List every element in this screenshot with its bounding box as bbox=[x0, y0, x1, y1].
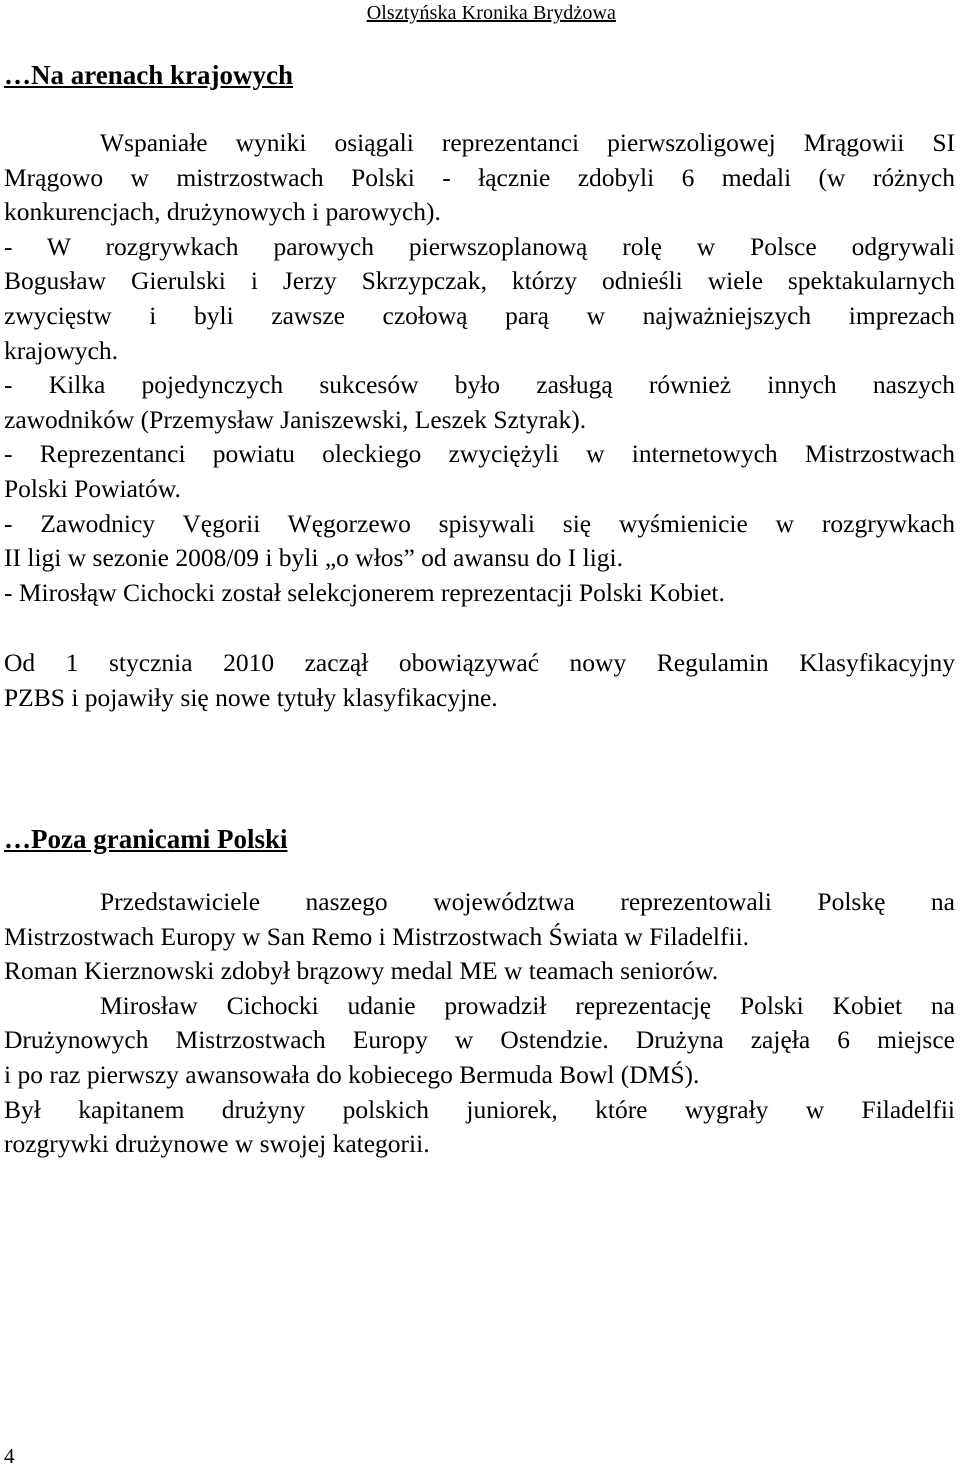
section-abroad-body bbox=[4, 885, 955, 1162]
paragraph-line: Wspaniałe wyniki osiągali reprezentanci pierwszoligowej Mrągowii SI bbox=[100, 128, 955, 157]
paragraph-line: Polski Powiatów. bbox=[4, 473, 181, 503]
paragraph-line: Mrągowo w mistrzostwach Polski - łącznie zdobyli 6 medali (w różnych bbox=[4, 162, 955, 192]
paragraph-line: - Mirosłąw Cichocki został selekcjonerem reprezentacji Polski Kobiet. bbox=[4, 577, 725, 607]
paragraph-line: - W rozgrywkach parowych pierwszoplanową rolę w Polsce odgrywali bbox=[4, 231, 955, 261]
paragraph-line: Bogusław Gierulski i Jerzy Skrzypczak, którzy odnieśli wiele spektakularnych bbox=[4, 266, 955, 296]
section-domestic-body bbox=[4, 126, 955, 610]
paragraph-line: zawodników (Przemysław Janiszewski, Leszek Sztyrak). bbox=[4, 404, 587, 434]
page-number: 4 bbox=[4, 1444, 15, 1468]
paragraph-line: Mirosław Cichocki udanie prowadził reprezentację Polski Kobiet na bbox=[100, 990, 955, 1020]
paragraph-line: Drużynowych Mistrzostwach Europy w Ostendzie. Drużyna zajęła 6 miejsce bbox=[4, 1025, 955, 1055]
paragraph-line: Przedstawiciele naszego województwa reprezentowali Polskę na bbox=[100, 887, 955, 916]
running-header: Olsztyńska Kronika Brydżowa bbox=[366, 2, 616, 24]
regulation-note bbox=[4, 646, 955, 715]
section-heading-abroad: …Poza granicami Polski bbox=[4, 824, 288, 854]
paragraph-line: Od 1 stycznia 2010 zaczął obowiązywać nowy Regulamin Klasyfikacyjny bbox=[4, 648, 955, 677]
paragraph-line: II ligi w sezonie 2008/09 i byli „o włos” od awansu do I ligi. bbox=[4, 543, 623, 573]
paragraph-line: zwycięstw i byli zawsze czołową parą w najważniejszych imprezach bbox=[4, 300, 955, 330]
paragraph-line: rozgrywki drużynowe w swojej kategorii. bbox=[4, 1129, 430, 1159]
paragraph-line: krajowych. bbox=[4, 335, 119, 365]
paragraph-line: i po raz pierwszy awansowała do kobiecego Bermuda Bowl (DMŚ). bbox=[4, 1059, 700, 1089]
paragraph-line: Mistrzostwach Europy w San Remo i Mistrzostwach Świata w Filadelfii. bbox=[4, 921, 750, 951]
section-heading-domestic: …Na arenach krajowych bbox=[4, 60, 293, 90]
paragraph-line: konkurencjach, drużynowych i parowych). bbox=[4, 197, 441, 227]
paragraph-line: - Reprezentanci powiatu oleckiego zwyciężyli w internetowych Mistrzostwach bbox=[4, 439, 955, 469]
paragraph-line: - Zawodnicy Vęgorii Węgorzewo spisywali się wyśmienicie w rozgrywkach bbox=[4, 508, 955, 538]
paragraph-line: Był kapitanem drużyny polskich juniorek, które wygrały w Filadelfii bbox=[4, 1094, 955, 1124]
paragraph-line: - Kilka pojedynczych sukcesów było zasługą również innych naszych bbox=[4, 370, 955, 400]
paragraph-line: PZBS i pojawiły się nowe tytuły klasyfikacyjne. bbox=[4, 682, 498, 712]
paragraph-line: Roman Kierznowski zdobył brązowy medal ME w teamach seniorów. bbox=[4, 956, 719, 986]
